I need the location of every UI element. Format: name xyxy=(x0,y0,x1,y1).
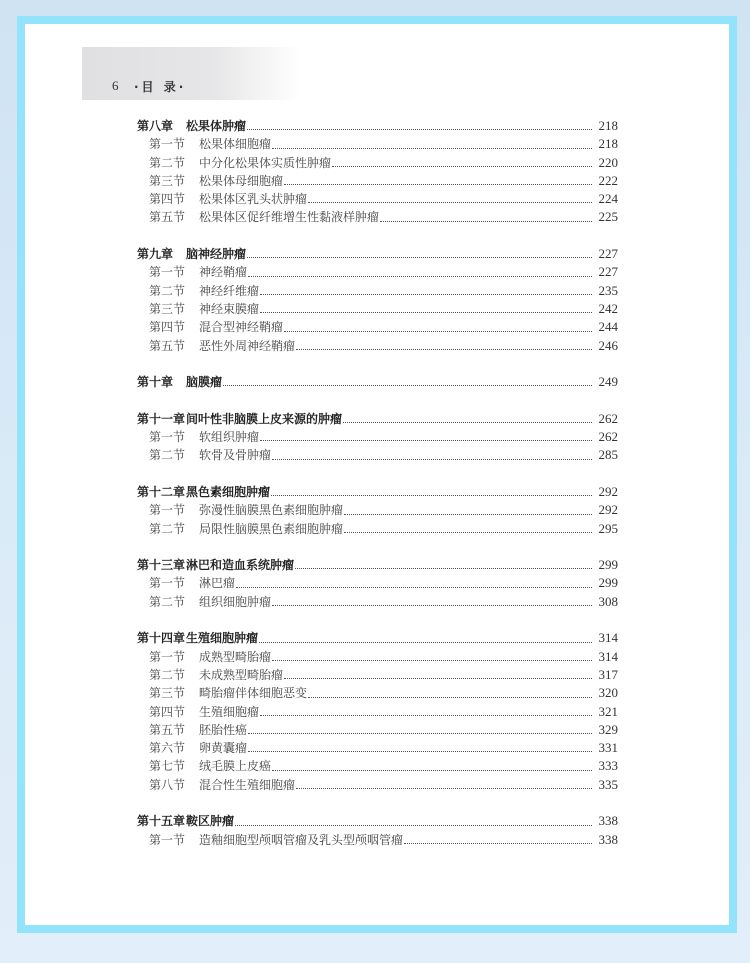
section-entry[interactable] xyxy=(137,300,618,318)
chapter-group xyxy=(137,556,618,611)
entry-label: 第二节 xyxy=(149,283,186,298)
entry-title: 造釉细胞型颅咽管瘤及乳头型颅咽管瘤 xyxy=(199,832,404,847)
entry-title: 混合型神经鞘瘤 xyxy=(199,320,284,335)
leader-dots xyxy=(344,513,592,515)
chapter-entry[interactable] xyxy=(137,629,618,647)
entry-title: 神经纤维瘤 xyxy=(199,283,260,298)
entry-label: 第三节 xyxy=(149,686,186,701)
chapter-entry[interactable] xyxy=(137,812,618,830)
entry-page: 320 xyxy=(598,685,618,701)
entry-page: 218 xyxy=(598,118,618,133)
section-entry[interactable] xyxy=(137,593,618,611)
entry-title: 局限性脑膜黑色素细胞肿瘤 xyxy=(199,521,344,536)
entry-title: 间叶性非脑膜上皮来源的肿瘤 xyxy=(186,411,343,426)
entry-label: 第五节 xyxy=(149,338,186,353)
leader-dots xyxy=(272,604,592,606)
section-entry[interactable] xyxy=(137,684,618,702)
section-entry[interactable] xyxy=(137,776,618,794)
entry-page: 249 xyxy=(598,374,618,390)
entry-label: 第七节 xyxy=(149,759,186,774)
entry-page: 242 xyxy=(598,300,618,316)
leader-dots xyxy=(271,494,592,496)
entry-label: 第二节 xyxy=(149,667,186,682)
chapter-group xyxy=(137,410,618,465)
section-entry[interactable] xyxy=(137,172,618,190)
section-entry[interactable] xyxy=(137,263,618,281)
entry-page: 244 xyxy=(598,319,618,335)
leader-dots xyxy=(236,586,592,588)
entry-title: 恶性外周神经鞘瘤 xyxy=(199,338,296,353)
entry-title: 生殖细胞瘤 xyxy=(199,704,260,719)
entry-page: 338 xyxy=(598,813,618,829)
section-entry[interactable] xyxy=(137,337,618,355)
entry-page: 222 xyxy=(598,172,618,188)
entry-label: 第五节 xyxy=(149,722,186,737)
chapter-entry[interactable] xyxy=(137,410,618,428)
leader-dots xyxy=(248,275,592,277)
entry-label: 第十一章 xyxy=(137,411,186,426)
running-header xyxy=(82,47,300,100)
chapter-entry[interactable] xyxy=(137,245,618,263)
entry-title: 生殖细胞肿瘤 xyxy=(186,631,259,646)
entry-page: 285 xyxy=(598,447,618,463)
leader-dots xyxy=(296,787,592,789)
entry-label: 第六节 xyxy=(149,741,186,756)
entry-label: 第一节 xyxy=(149,576,186,591)
section-entry[interactable] xyxy=(137,282,618,300)
leader-dots xyxy=(284,330,592,332)
entry-label: 第十五章 xyxy=(137,814,186,829)
leader-dots xyxy=(284,677,592,679)
entry-label: 第二节 xyxy=(149,594,186,609)
entry-title: 松果体肿瘤 xyxy=(186,119,247,133)
section-entry[interactable] xyxy=(137,831,618,849)
entry-page: 227 xyxy=(598,246,618,262)
chapter-entry[interactable] xyxy=(137,483,618,501)
page-number: 6 xyxy=(112,78,119,93)
leader-dots xyxy=(343,421,592,423)
section-entry[interactable] xyxy=(137,501,618,519)
leader-dots xyxy=(223,384,592,386)
entry-title: 神经束膜瘤 xyxy=(199,301,260,316)
entry-label: 第十三章 xyxy=(137,558,186,573)
entry-title: 胚胎性癌 xyxy=(199,722,248,737)
section-entry[interactable] xyxy=(137,190,618,208)
leader-dots xyxy=(272,147,592,149)
entry-label: 第八节 xyxy=(149,777,186,792)
entry-label: 第一节 xyxy=(149,430,186,445)
entry-label: 第四节 xyxy=(149,704,186,719)
leader-dots xyxy=(380,220,592,222)
entry-label: 第八章 xyxy=(137,119,174,133)
entry-label: 第四节 xyxy=(149,320,186,335)
entry-page: 299 xyxy=(598,575,618,591)
leader-dots xyxy=(260,439,592,441)
header-title: ·目 录· xyxy=(134,80,187,94)
entry-label: 第十四章 xyxy=(137,631,186,646)
entry-label: 第二节 xyxy=(149,155,186,170)
entry-page: 227 xyxy=(598,264,618,280)
leader-dots xyxy=(296,348,592,350)
section-entry[interactable] xyxy=(137,648,618,666)
entry-page: 225 xyxy=(598,209,618,225)
entry-title: 淋巴瘤 xyxy=(199,576,236,591)
entry-title: 成熟型畸胎瘤 xyxy=(199,649,272,664)
chapter-entry[interactable] xyxy=(137,373,618,391)
entry-label: 第十二章 xyxy=(137,484,186,499)
page-frame xyxy=(17,16,737,933)
entry-page: 314 xyxy=(598,648,618,664)
entry-page: 333 xyxy=(598,758,618,774)
entry-label: 第三节 xyxy=(149,301,186,316)
section-entry[interactable] xyxy=(137,757,618,775)
entry-title: 软骨及骨肿瘤 xyxy=(199,448,272,463)
entry-label: 第一节 xyxy=(149,832,186,847)
entry-page: 220 xyxy=(598,154,618,170)
entry-title: 混合性生殖细胞瘤 xyxy=(199,777,296,792)
leader-dots xyxy=(272,769,592,771)
entry-page: 262 xyxy=(598,429,618,445)
leader-dots xyxy=(259,641,592,643)
entry-title: 组织细胞肿瘤 xyxy=(199,594,272,609)
entry-label: 第一节 xyxy=(149,503,186,518)
entry-title: 中分化松果体实质性肿瘤 xyxy=(199,155,332,170)
entry-page: 338 xyxy=(598,831,618,847)
entry-title: 黑色素细胞肿瘤 xyxy=(186,484,271,499)
entry-page: 331 xyxy=(598,740,618,756)
section-entry[interactable] xyxy=(137,135,618,153)
leader-dots xyxy=(247,128,592,130)
chapter-group xyxy=(137,117,618,227)
leader-dots xyxy=(248,732,592,734)
entry-page: 292 xyxy=(598,502,618,518)
entry-label: 第九章 xyxy=(137,247,174,262)
entry-title: 淋巴和造血系统肿瘤 xyxy=(186,558,295,573)
entry-title: 卵黄囊瘤 xyxy=(199,741,248,756)
section-entry[interactable] xyxy=(137,446,618,464)
chapter-group xyxy=(137,373,618,391)
entry-page: 314 xyxy=(598,630,618,646)
section-entry[interactable] xyxy=(137,520,618,538)
entry-label: 第二节 xyxy=(149,448,186,463)
section-entry[interactable] xyxy=(137,428,618,446)
entry-page: 262 xyxy=(598,410,618,426)
entry-title: 脑膜瘤 xyxy=(186,375,223,390)
entry-title: 弥漫性脑膜黑色素细胞肿瘤 xyxy=(199,503,344,518)
leader-dots xyxy=(295,567,592,569)
entry-title: 松果体母细胞瘤 xyxy=(199,173,284,188)
section-entry[interactable] xyxy=(137,739,618,757)
entry-label: 第二节 xyxy=(149,521,186,536)
entry-title: 神经鞘瘤 xyxy=(199,265,248,280)
leader-dots xyxy=(248,750,592,752)
entry-label: 第一节 xyxy=(149,649,186,664)
chapter-group xyxy=(137,812,618,849)
entry-page: 299 xyxy=(598,557,618,573)
leader-dots xyxy=(260,311,592,313)
entry-page: 335 xyxy=(598,776,618,792)
leader-dots xyxy=(308,696,592,698)
entry-title: 绒毛膜上皮癌 xyxy=(199,759,272,774)
chapter-group xyxy=(137,483,618,538)
entry-page: 218 xyxy=(598,136,618,152)
entry-title: 畸胎瘤伴体细胞恶变 xyxy=(199,686,308,701)
entry-label: 第一节 xyxy=(149,137,186,152)
entry-label: 第十章 xyxy=(137,375,174,390)
entry-title: 未成熟型畸胎瘤 xyxy=(199,667,284,682)
leader-dots xyxy=(247,256,592,258)
entry-page: 235 xyxy=(598,282,618,298)
chapter-entry[interactable] xyxy=(137,117,618,135)
entry-title: 脑神经肿瘤 xyxy=(186,247,247,262)
leader-dots xyxy=(404,842,592,844)
section-entry[interactable] xyxy=(137,154,618,172)
section-entry[interactable] xyxy=(137,574,618,592)
entry-title: 松果体区促纤维增生性黏液样肿瘤 xyxy=(199,210,380,225)
leader-dots xyxy=(235,824,592,826)
chapter-entry[interactable] xyxy=(137,556,618,574)
entry-page: 224 xyxy=(598,191,618,207)
leader-dots xyxy=(344,531,592,533)
entry-page: 308 xyxy=(598,593,618,609)
chapter-group xyxy=(137,629,618,794)
leader-dots xyxy=(272,659,592,661)
chapter-group xyxy=(137,245,618,355)
leader-dots xyxy=(284,183,592,185)
section-entry[interactable] xyxy=(137,721,618,739)
leader-dots xyxy=(308,201,592,203)
leader-dots xyxy=(260,714,592,716)
leader-dots xyxy=(272,458,592,460)
entry-title: 松果体细胞瘤 xyxy=(199,137,272,152)
entry-label: 第一节 xyxy=(149,265,186,280)
entry-page: 321 xyxy=(598,703,618,719)
entry-label: 第四节 xyxy=(149,192,186,207)
leader-dots xyxy=(332,165,592,167)
section-entry[interactable] xyxy=(137,703,618,721)
entry-title: 软组织肿瘤 xyxy=(199,430,260,445)
entry-page: 317 xyxy=(598,666,618,682)
entry-page: 295 xyxy=(598,520,618,536)
entry-label: 第三节 xyxy=(149,173,186,188)
entry-label: 第五节 xyxy=(149,210,186,225)
section-entry[interactable] xyxy=(137,666,618,684)
entry-page: 292 xyxy=(598,483,618,499)
entry-title: 鞍区肿瘤 xyxy=(186,814,235,829)
section-entry[interactable] xyxy=(137,208,618,226)
entry-title: 松果体区乳头状肿瘤 xyxy=(199,192,308,207)
leader-dots xyxy=(260,293,592,295)
section-entry[interactable] xyxy=(137,318,618,336)
table-of-contents xyxy=(137,117,618,867)
entry-page: 246 xyxy=(598,337,618,353)
entry-page: 329 xyxy=(598,721,618,737)
